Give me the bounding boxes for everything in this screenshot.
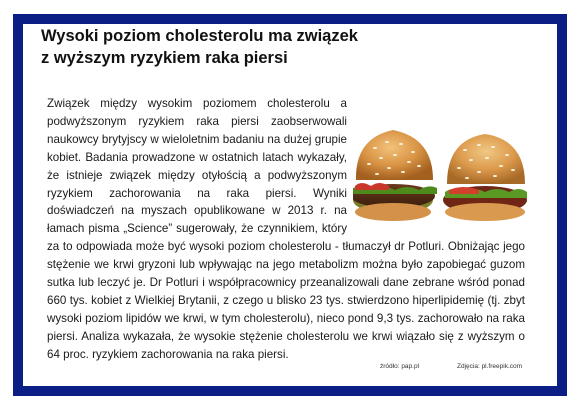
burgers-photo — [353, 100, 529, 228]
article-text: Związek między wysokim poziomem cholesterolu a podwyższonym ryzykiem raka piersi zaobserwowali naukowcy brytyjscy w wieloletnim badaniu na dużej grupie kobiet. Badania prowadzone w ostatnich latach wykazały, że istnieje związek między otyłością a podwyższonym ryzykiem zachorowania na raka piersi. Wyniki doświadczeń na myszach opublikowane w 2013 r. na łamach pisma „Science” sugerowały, że czynnikiem, który za to odpowiada może być wysoki poziom cholesterolu - tłumaczył dr Potluri. Obniżając jego stężenie we krwi gryzoni lub wpływając na jego metabolizm można było zapobiegać guzom sutka lub leczyć je. Dr Potluri i współpracownicy przeanalizowali dane zebrane wśród ponad 660 tys. kobiet z Wielkiej Brytanii, z czego u blisko 23 tys. stwierdzono hiperlipidemię (tj. zbyt wysoki poziom lipidów we krwi, w tym cholesterolu), nieco pond 9,3 tys. zachorowało na raka piersi. Analiza wykazała, że wysokie stężenie cholesterolu we krwi wiązało się z wyższym o 64 proc. ryzykiem zachorowania na raka piersi. — [47, 97, 525, 361]
article-body — [47, 95, 525, 364]
photo-credit: Zdjęcia: pl.freepik.com — [457, 363, 523, 370]
article-title — [41, 25, 401, 69]
source-credit: źródło: pap.pl — [380, 363, 420, 370]
title-line-2: z wyższym ryzykiem raka piersi — [41, 49, 288, 67]
title-line-1: Wysoki poziom cholesterolu ma związek — [41, 27, 358, 45]
